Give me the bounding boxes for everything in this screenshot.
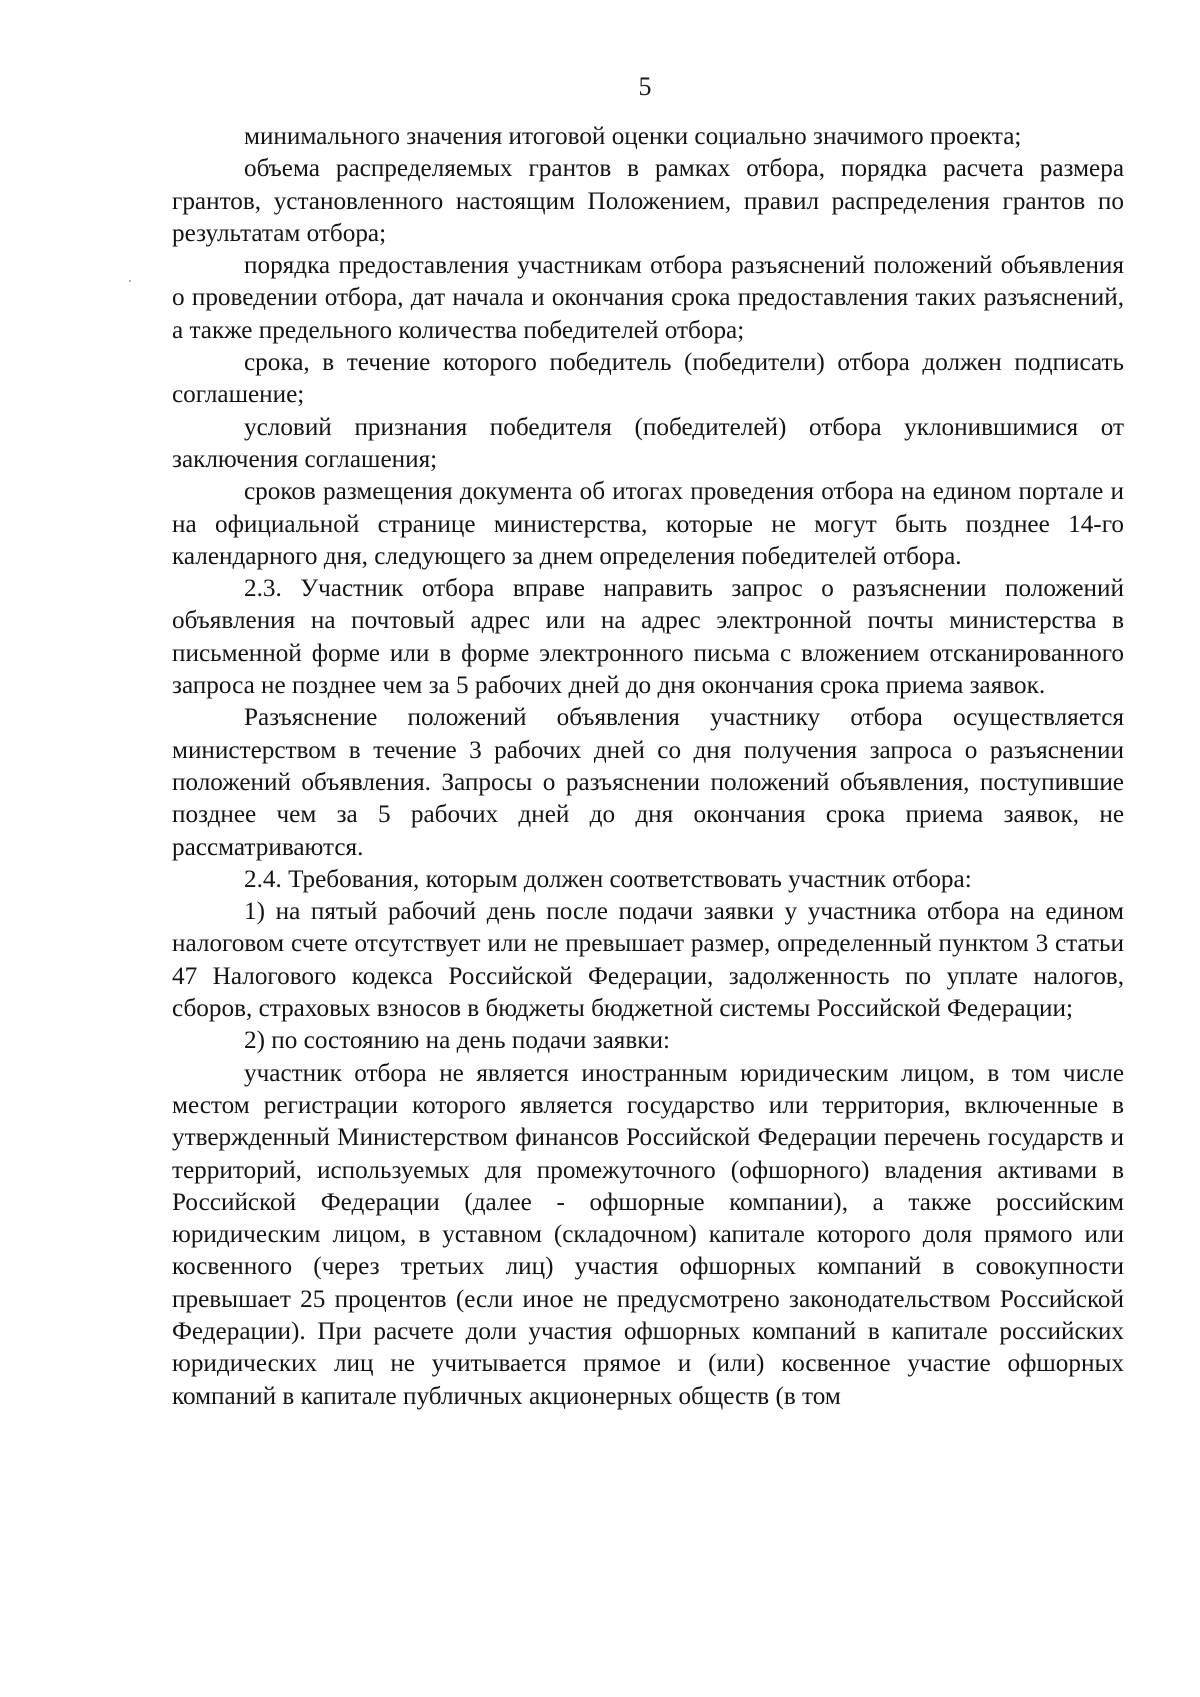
- document-body: [172, 121, 1124, 1413]
- paragraph: 2) по состоянию на день подачи заявки:: [244, 1027, 670, 1055]
- paragraph: сроков размещения документа об итогах проведения отбора на едином портале и на официальной странице министерства, которые не могут быть позднее 14-го календарного дня, следующего за днем определения победителей отбора.: [172, 478, 1124, 570]
- paragraph: условий признания победителя (победителей) отбора уклонившимися от заключения соглашения;: [172, 413, 1124, 473]
- page-number: 5: [638, 72, 652, 101]
- paragraph: минимального значения итоговой оценки социально значимого проекта;: [244, 123, 1022, 150]
- paragraph: 2.3. Участник отбора вправе направить запрос о разъяснении положений объявления на почтовый адрес или на адрес электронной почты министерства в письменной форме или в форме электронного письма с вложением отсканированного запроса не позднее чем за 5 рабочих дней до дня окончания срока приема заявок.: [172, 575, 1124, 700]
- paragraph: Разъяснение положений объявления участнику отбора осуществляется министерством в течение 3 рабочих дней со дня получения запроса о разъяснении положений объявления. Запросы о разъяснении положений объявления, поступившие позднее чем за 5 рабочих дней до дня окончания срока приема заявок, не рассматриваются.: [172, 704, 1124, 861]
- paragraph: срока, в течение которого победитель (победители) отбора должен подписать соглашение;: [172, 349, 1124, 409]
- paragraph: 2.4. Требования, которым должен соответствовать участник отбора:: [244, 865, 972, 893]
- scan-speck: [129, 280, 131, 282]
- paragraph: 1) на пятый рабочий день после подачи заявки у участника отбора на едином налоговом счете отсутствует или не превышает размер, определенный пунктом 3 статьи 47 Налогового кодекса Российской Федерации, задолженность по уплате налогов, сборов, страховых взносов в бюджеты бюджетной системы Российской Федерации;: [172, 898, 1124, 1023]
- paragraph: объема распределяемых грантов в рамках отбора, порядка расчета размера грантов, установленного настоящим Положением, правил распределения грантов по результатам отбора;: [172, 155, 1124, 247]
- paragraph: участник отбора не является иностранным юридическим лицом, в том числе местом регистрации которого является государство или территория, включенные в утвержденный Министерством финансов Российской Федерации перечень государств и территорий, используемых для промежуточного (офшорного) владения активами в Российской Федерации (далее - офшорные компании), а также российским юридическим лицом, в уставном (складочном) капитале которого доля прямого или косвенного (через третьих лиц) участия офшорных компаний в совокупности превышает 25 процентов (если иное не предусмотрено законодательством Российской Федерации). При расчете доли участия офшорных компаний в капитале российских юридических лиц не учитывается прямое и (или) косвенное участие офшорных компаний в капитале публичных акционерных обществ (в том: [172, 1059, 1124, 1410]
- paragraph: порядка предоставления участникам отбора разъяснений положений объявления о проведении отбора, дат начала и окончания срока предоставления таких разъяснений, а также предельного количества победителей отбора;: [172, 252, 1124, 344]
